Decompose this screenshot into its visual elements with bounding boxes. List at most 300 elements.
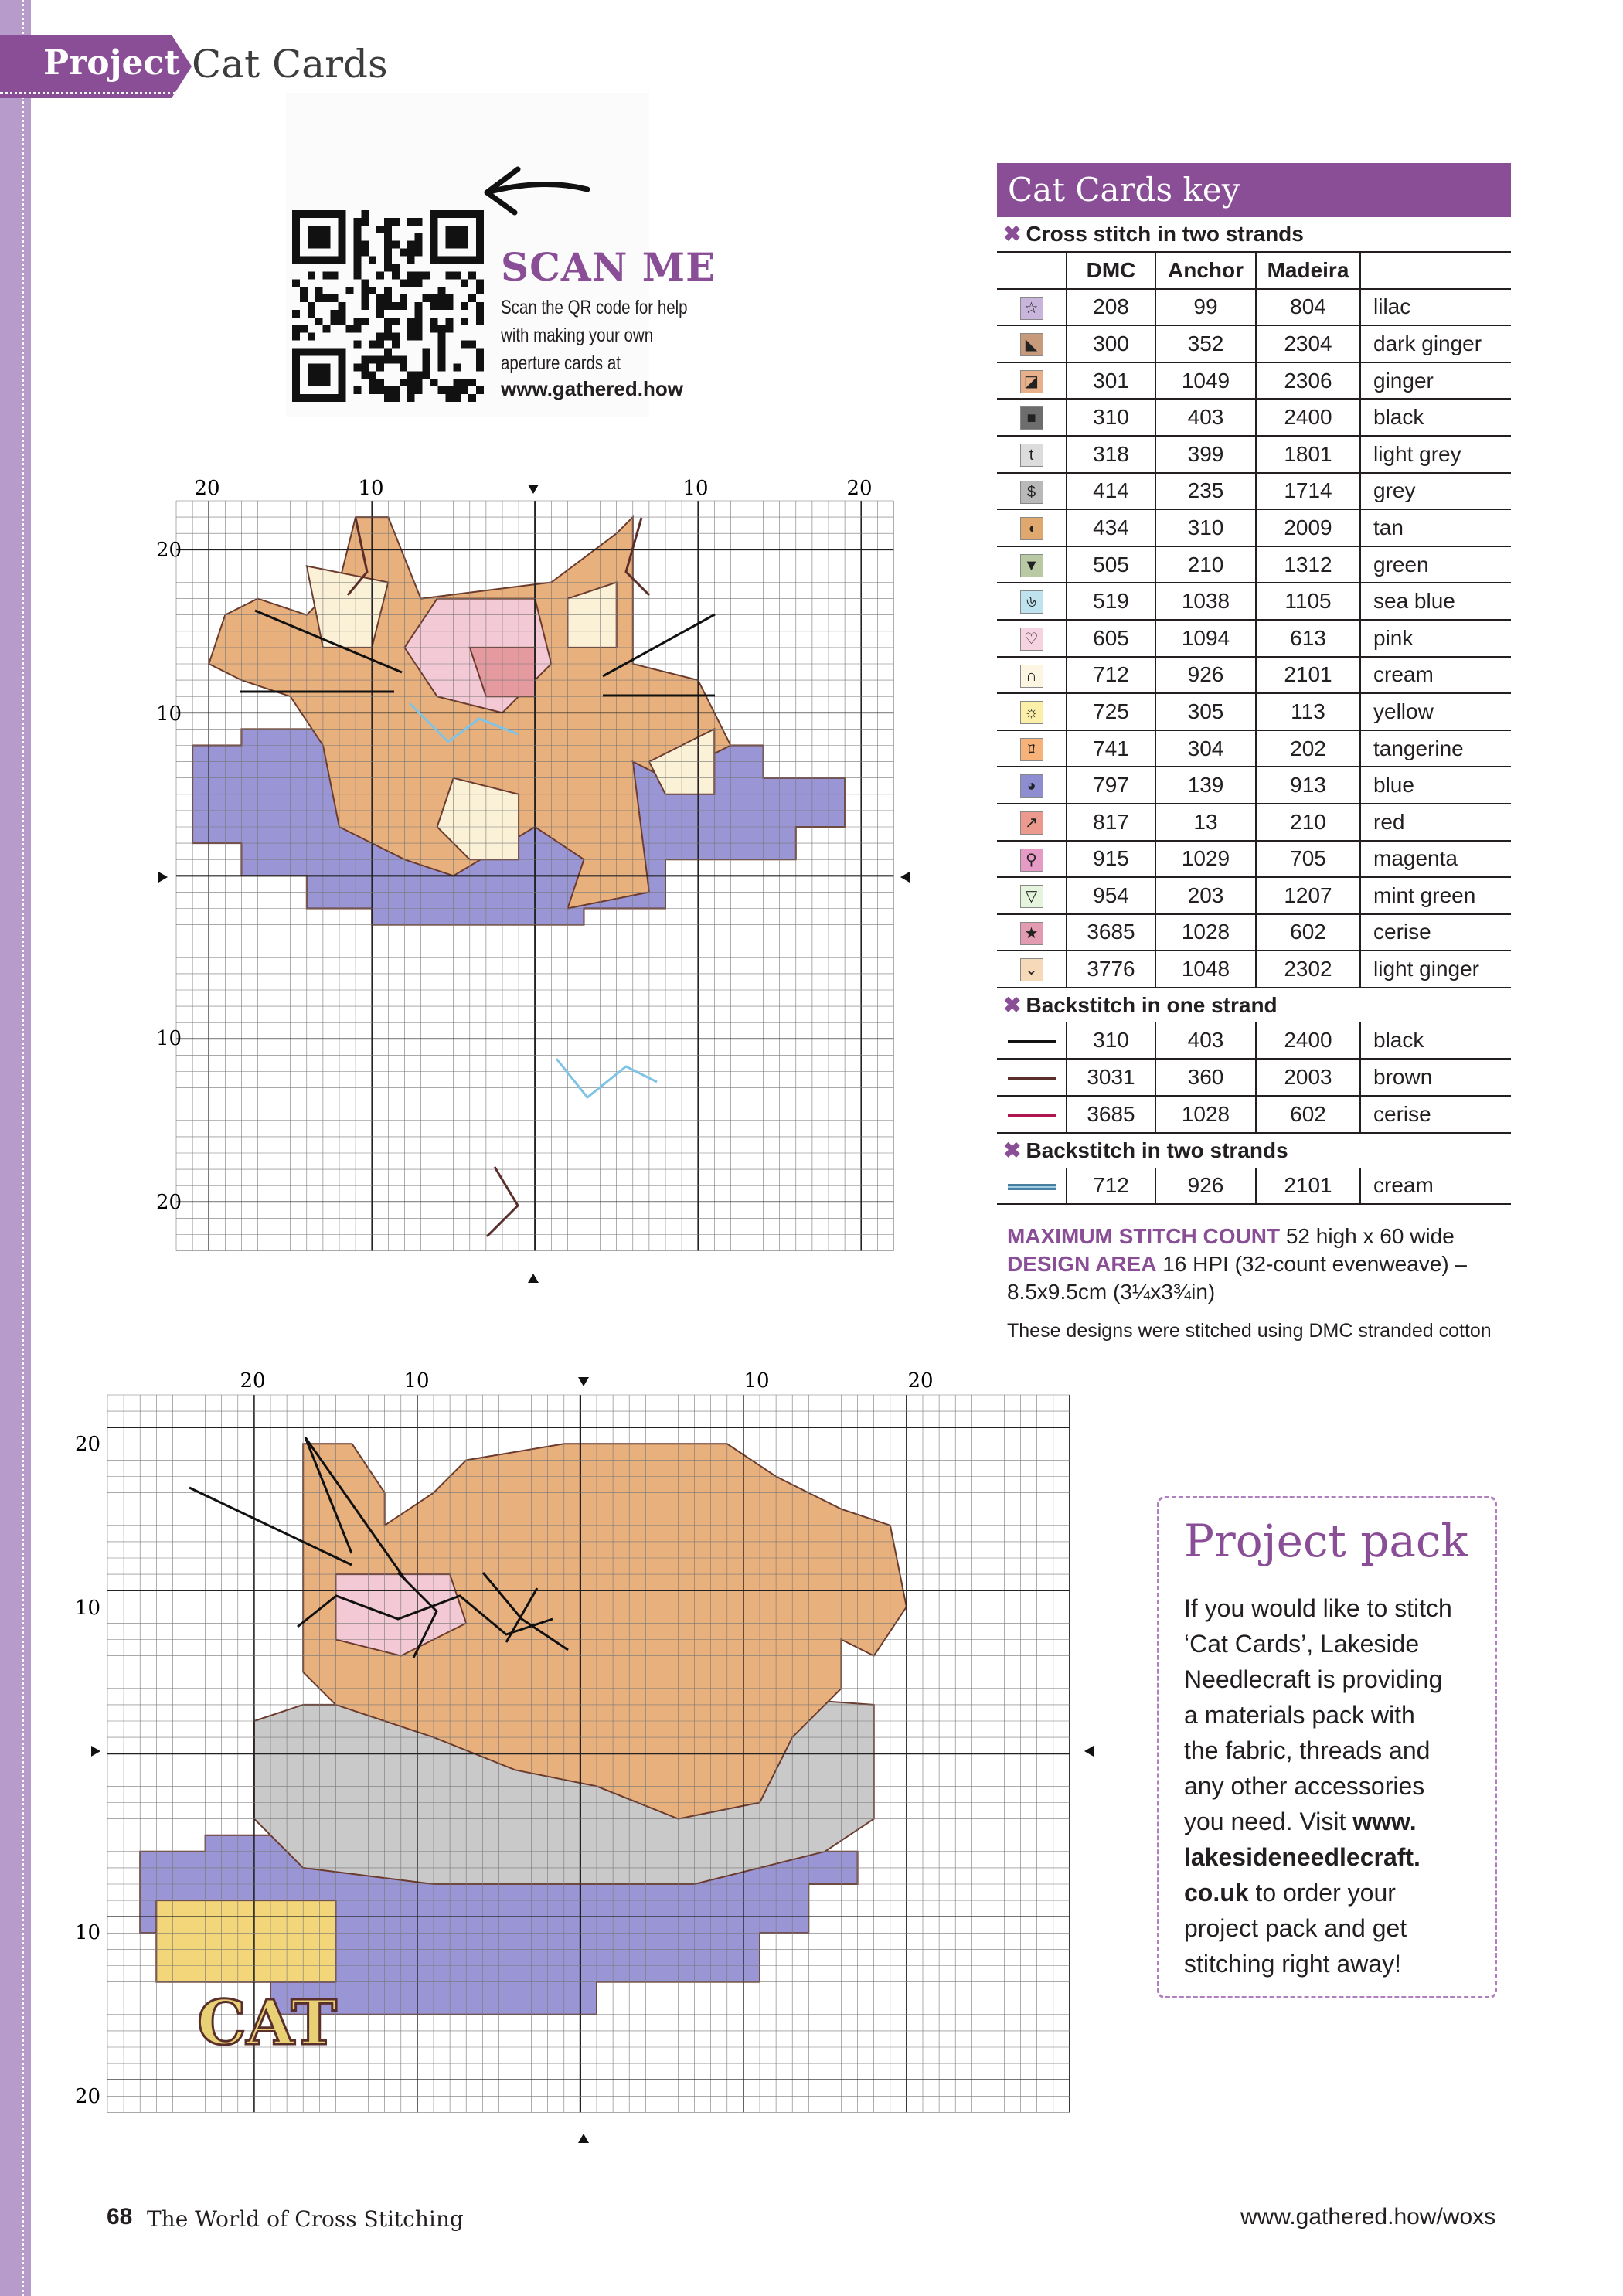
qr-module [315,210,323,218]
key-dmc: 434 [1067,509,1155,546]
qr-module [323,257,331,264]
cross-stitch-chart-lying-cat [73,1364,1109,2156]
center-marker-top [578,1377,589,1386]
center-marker-bottom [528,1274,539,1283]
key-anchor: 139 [1155,767,1256,804]
key-symbol [997,1059,1067,1096]
max-stitch-value: 52 high x 60 wide [1285,1224,1455,1248]
key-table [997,251,1511,988]
stitch-symbol-icon: ↗ [1020,811,1043,835]
cat-food-bowl-region [156,1900,335,1982]
qr-module [453,386,461,394]
qr-module [437,257,445,264]
qr-module [339,386,346,394]
qr-module [400,279,407,287]
qr-module [300,210,308,218]
qr-module [308,257,315,264]
key-dmc: 3685 [1067,914,1155,951]
qr-module [369,355,376,363]
key-symbol [997,951,1067,988]
key-symbol [997,473,1067,510]
key-row [997,951,1511,988]
qr-module [361,279,369,287]
key-madeira: 2400 [1256,399,1360,436]
qr-module [430,249,438,257]
key-header-name [1360,252,1511,289]
qr-module [461,233,468,241]
page-title: Cat Cards [192,42,388,87]
key-dmc: 712 [1067,657,1155,694]
qr-module [308,379,315,386]
key-row [997,473,1511,510]
qr-module [376,226,384,233]
design-area-value: 16 HPI (32-count evenweave) – [1162,1252,1467,1276]
qr-module [407,218,415,226]
backstitch-line-icon [1008,1114,1056,1117]
qr-module [300,349,308,356]
qr-module [315,294,323,302]
magazine-name: The World of Cross Stitching [147,2206,464,2232]
key-madeira: 2306 [1256,362,1360,400]
qr-module [407,249,415,257]
key-dmc: 741 [1067,730,1155,767]
qr-module [437,386,445,394]
qr-module [392,218,400,226]
key-row [997,362,1511,400]
qr-module [339,257,346,264]
qr-module [476,257,484,264]
key-header-madeira: Madeira [1256,252,1360,289]
key-madeira: 2400 [1256,1022,1360,1060]
key-row [997,620,1511,657]
design-area-label: DESIGN AREA [1007,1252,1157,1276]
qr-module [384,257,392,264]
key-color-name: green [1360,546,1511,583]
key-anchor: 235 [1155,473,1256,510]
qr-module [400,249,407,257]
qr-module [423,355,430,363]
qr-module [445,394,453,402]
key-anchor: 304 [1155,730,1256,767]
axis-label-left-lower-10: 10 [75,1921,101,1944]
pack-line-6: any other accessories [1184,1772,1425,1800]
backstitch-line-icon [1008,1077,1056,1080]
qr-module [353,341,361,349]
key-row [997,657,1511,694]
qr-module [308,226,315,233]
pack-link-part-1[interactable]: www. [1352,1808,1417,1835]
qr-module [361,355,369,363]
key-dmc: 725 [1067,693,1155,730]
qr-module [407,279,415,287]
qr-module [384,325,392,333]
key-row [997,841,1511,878]
qr-module [376,271,384,279]
qr-module [407,394,415,402]
key-madeira: 2304 [1256,325,1360,362]
qr-module [292,333,300,341]
key-anchor: 1029 [1155,841,1256,878]
key-backstitch-one-rows [997,1022,1511,1133]
stitch-symbol-icon: t [1020,444,1043,467]
qr-module [376,294,384,302]
key-color-name: ginger [1360,362,1511,400]
key-dmc: 318 [1067,436,1155,473]
qr-module [476,355,484,363]
qr-module [292,279,300,287]
pack-line-4: a materials pack with [1184,1701,1415,1729]
qr-module [339,310,346,318]
qr-module [437,210,445,218]
key-madeira: 2302 [1256,951,1360,988]
qr-module [361,210,369,218]
qr-module [453,226,461,233]
qr-module [323,349,331,356]
key-madeira: 804 [1256,289,1360,326]
key-dmc: 712 [1067,1168,1155,1205]
qr-module [407,325,415,333]
qr-module [376,333,384,341]
qr-module [292,310,300,318]
key-symbol [997,1168,1067,1205]
qr-module [369,386,376,394]
qr-module [453,394,461,402]
pack-line-3: Needlecraft is providing [1184,1665,1443,1693]
qr-module [339,218,346,226]
key-anchor: 926 [1155,1168,1256,1205]
qr-module [315,233,323,241]
qr-module [376,302,384,310]
qr-module [476,241,484,249]
qr-module [292,218,300,226]
key-symbol [997,325,1067,362]
key-section-cross [997,217,1511,251]
qr-module [384,264,392,271]
footer-url[interactable]: www.gathered.how/woxs [1240,2204,1496,2230]
key-row [997,804,1511,841]
qr-module [437,341,445,349]
qr-module [430,318,438,325]
key-color-name: cerise [1360,914,1511,951]
qr-module [423,271,430,279]
key-section-back-two [997,1134,1511,1168]
qr-module [392,302,400,310]
center-marker-right [900,872,910,883]
key-dmc: 3031 [1067,1059,1155,1096]
stitch-symbol-icon: ☆ [1020,297,1043,320]
key-header-symbol [997,252,1067,289]
stitch-symbol-icon: ★ [1020,922,1043,945]
qr-module [353,264,361,271]
qr-module [423,349,430,356]
qr-module [323,233,331,241]
qr-module [430,294,438,302]
qr-module [437,333,445,341]
key-anchor: 1048 [1155,951,1256,988]
qr-module [323,226,331,233]
qr-module [468,341,476,349]
qr-module [445,386,453,394]
section-label: Project [43,43,180,83]
key-anchor: 1049 [1155,362,1256,400]
qr-module [323,294,331,302]
pack-link-part-3[interactable]: co.uk [1184,1879,1249,1907]
key-color-name: tan [1360,509,1511,546]
key-madeira: 1207 [1256,877,1360,914]
key-header-anchor: Anchor [1155,252,1256,289]
qr-module [361,287,369,294]
qr-module [445,271,453,279]
key-dmc: 414 [1067,473,1155,510]
qr-module [339,226,346,233]
key-symbol [997,546,1067,583]
qr-module [407,318,415,325]
qr-module [445,233,453,241]
qr-module [384,287,392,294]
qr-module [339,379,346,386]
qr-module [353,271,361,279]
key-dmc: 310 [1067,399,1155,436]
qr-module [415,241,423,249]
qr-module [315,349,323,356]
stitch-info [1007,1223,1517,1306]
qr-module [461,318,468,325]
qr-module [461,241,468,249]
key-anchor: 1028 [1155,1096,1256,1133]
qr-module [445,325,453,333]
axis-label-left-20: 20 [156,539,182,562]
key-symbol [997,767,1067,804]
qr-module [292,210,300,218]
pack-line-1: If you would like to stitch [1184,1594,1452,1622]
key-color-name: sea blue [1360,583,1511,620]
qr-module [461,379,468,386]
key-color-name: black [1360,399,1511,436]
key-header-row [997,252,1511,289]
center-marker-top [528,485,539,494]
scan-instructions [501,294,742,377]
qr-module [415,325,423,333]
key-section-cross-label: Cross stitch in two strands [1026,222,1304,246]
key-symbol [997,362,1067,400]
pack-link-part-2[interactable]: lakesideneedlecraft. [1184,1843,1421,1871]
cross-mark-icon: ✖ [1003,992,1022,1017]
key-section-back-one [997,988,1511,1022]
qr-module [292,257,300,264]
key-symbol [997,509,1067,546]
qr-module [476,279,484,287]
qr-module [315,257,323,264]
qr-module [384,218,392,226]
qr-module [476,386,484,394]
qr-module [339,363,346,371]
qr-module [353,318,361,325]
qr-module [323,241,331,249]
key-color-name: dark ginger [1360,325,1511,362]
key-anchor: 926 [1155,657,1256,694]
qr-module [353,325,361,333]
design-area-line [1007,1250,1517,1278]
key-section-back-one-label: Backstitch in one strand [1026,992,1278,1017]
key-anchor: 13 [1155,804,1256,841]
key-dmc: 3685 [1067,1096,1155,1133]
key-anchor: 403 [1155,399,1256,436]
qr-module [353,241,361,249]
key-symbol [997,1022,1067,1060]
qr-module [331,310,339,318]
qr-module [476,226,484,233]
key-dmc: 301 [1067,362,1155,400]
qr-module [476,349,484,356]
qr-module [476,310,484,318]
center-marker-left [158,872,168,883]
qr-module [453,233,461,241]
qr-module [437,363,445,371]
qr-module [468,394,476,402]
pack-line-7-text: you need. Visit [1184,1808,1353,1835]
key-color-name: magenta [1360,841,1511,878]
key-cross-rows [997,289,1511,988]
key-madeira: 913 [1256,767,1360,804]
qr-module [423,371,430,379]
qr-module [453,241,461,249]
scan-url-link[interactable]: www.gathered.how [501,377,683,400]
qr-module [407,379,415,386]
qr-module [369,287,376,294]
key-anchor: 403 [1155,1022,1256,1060]
key-row [997,325,1511,362]
qr-module [292,226,300,233]
qr-module [476,218,484,226]
qr-module [339,241,346,249]
key-backstitch-two-rows [997,1168,1511,1205]
qr-module [430,233,438,241]
qr-module [468,379,476,386]
qr-module [331,318,339,325]
qr-module [353,249,361,257]
qr-module [331,257,339,264]
center-marker-left [91,1746,100,1757]
axis-label-top-left-20: 20 [194,477,220,500]
qr-module [461,302,468,310]
key-row [997,1168,1511,1205]
key-symbol [997,841,1067,878]
key-row [997,730,1511,767]
axis-label-top-right-20: 20 [907,1369,934,1393]
qr-module [415,302,423,310]
qr-module [468,257,476,264]
qr-module [345,287,353,294]
qr-module [384,318,392,325]
stitch-symbol-icon: ⚲ [1020,849,1043,872]
qr-module [476,287,484,294]
bowl-label: CAT [197,1986,337,2059]
qr-module [392,264,400,271]
qr-module [476,363,484,371]
qr-module [339,371,346,379]
qr-module [339,233,346,241]
key-anchor: 360 [1155,1059,1256,1096]
key-madeira: 113 [1256,693,1360,730]
key-row [997,546,1511,583]
qr-module [461,386,468,394]
key-row [997,693,1511,730]
key-symbol [997,693,1067,730]
qr-module [445,257,453,264]
cross-mark-icon: ✖ [1003,1138,1022,1162]
qr-module [339,355,346,363]
qr-module [430,325,438,333]
pack-line-11: stitching right away! [1184,1950,1402,1978]
qr-module [361,241,369,249]
qr-module [308,241,315,249]
key-anchor: 305 [1155,693,1256,730]
qr-module [415,271,423,279]
qr-module [292,363,300,371]
key-madeira: 2101 [1256,1168,1360,1205]
qr-module [407,333,415,341]
qr-module [361,218,369,226]
qr-module [376,386,384,394]
key-row [997,509,1511,546]
qr-module [315,379,323,386]
qr-module [461,210,468,218]
qr-module [445,302,453,310]
qr-module [353,363,361,371]
qr-module [361,249,369,257]
qr-module [300,294,308,302]
qr-module [339,249,346,257]
qr-module [453,363,461,371]
cross-stitch-chart-sitting-cat [155,471,927,1298]
qr-code-icon[interactable] [292,210,484,402]
qr-module [400,379,407,386]
qr-module [476,302,484,310]
qr-module [308,210,315,218]
key-section-back-two-label: Backstitch in two strands [1026,1138,1288,1162]
qr-module [308,302,315,310]
qr-module [461,341,468,349]
key-madeira: 613 [1256,620,1360,657]
qr-module [331,349,339,356]
qr-module [361,371,369,379]
qr-module [323,325,331,333]
stitch-symbol-icon: ৬ [1020,590,1043,614]
backstitch-line-icon [1008,1184,1056,1190]
key-color-name: cerise [1360,1096,1511,1133]
qr-module [400,363,407,371]
stitch-symbol-icon: ◣ [1020,333,1043,356]
qr-module [392,241,400,249]
qr-module [407,371,415,379]
axis-label-top-right-20: 20 [846,477,873,500]
key-color-name: black [1360,1022,1511,1060]
key-madeira: 202 [1256,730,1360,767]
pack-line-9-text: to order your [1248,1879,1396,1907]
qr-module [300,287,308,294]
qr-module [437,325,445,333]
scan-line-1: Scan the QR code for help [501,297,688,318]
qr-module [445,318,453,325]
stitch-symbol-icon: ◕ [1020,774,1043,798]
pack-line-2: ‘Cat Cards’, Lakeside [1184,1630,1420,1658]
qr-module [415,249,423,257]
stitch-symbol-icon: $ [1020,481,1043,504]
qr-module [392,386,400,394]
key-header-dmc: DMC [1067,252,1155,289]
qr-module [376,379,384,386]
stitch-symbol-icon: ▽ [1020,885,1043,908]
